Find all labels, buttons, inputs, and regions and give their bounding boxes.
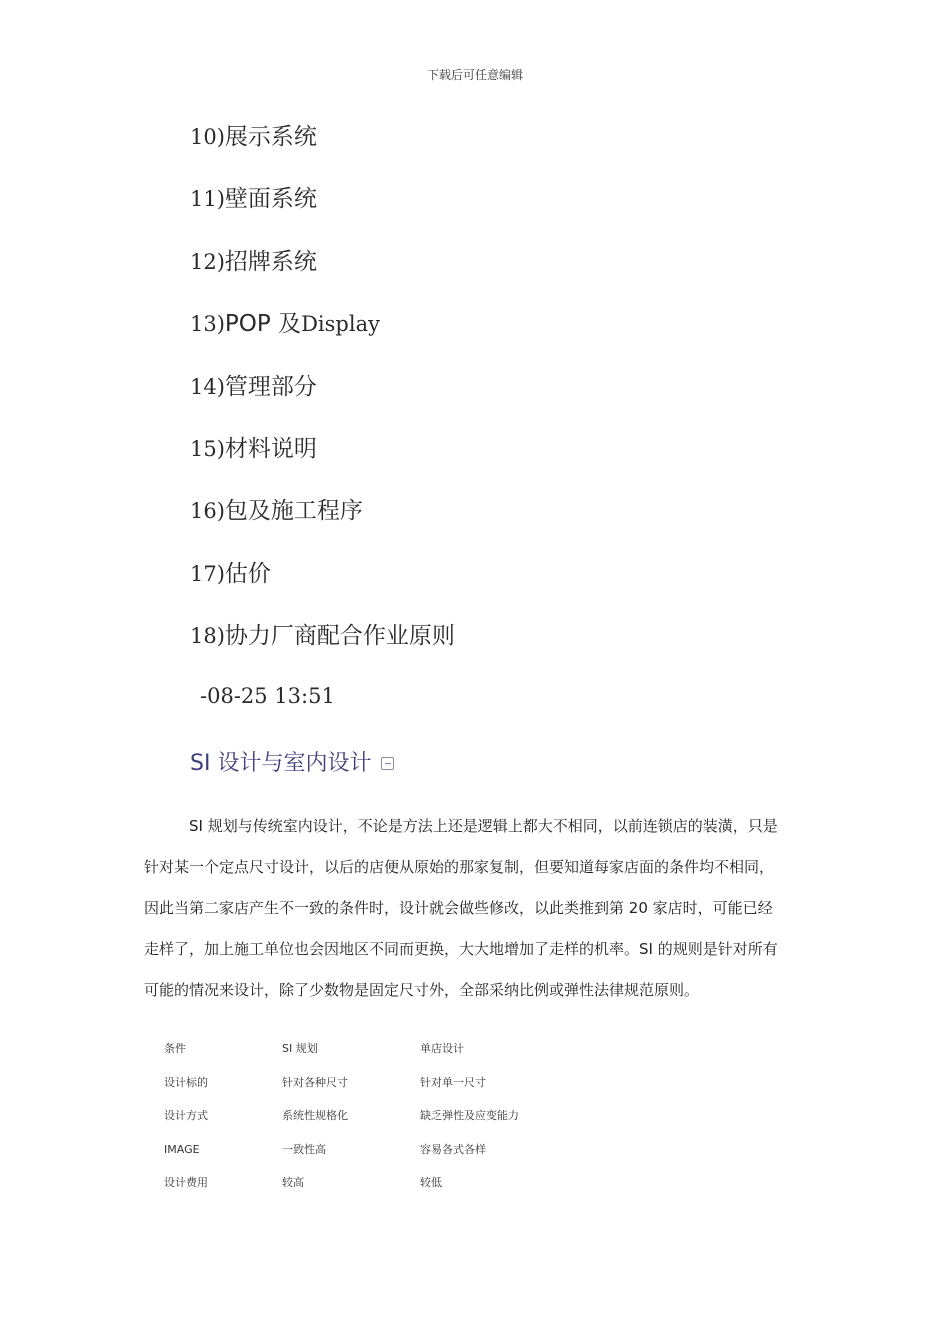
list-item [190,494,455,556]
table-cell: SI 规划 [282,1042,318,1055]
table-cell: 容易各式各样 [420,1142,486,1156]
table-cell: 设计费用 [164,1176,208,1190]
table-cell: 条件 [164,1042,186,1055]
paragraph-line: 可能的情况来设计，除了少数物是固定尺寸外，全部采纳比例或弹性法律规范原则。 [144,981,700,999]
list-item-number: 10) [190,125,225,149]
section-title-link[interactable] [190,746,394,777]
table-cell: 单店设计 [420,1042,464,1055]
list-item [190,245,455,307]
list-item-number: 17) [190,561,225,586]
paragraph-line: 因此当第二家店产生不一致的条件时，设计就会做些修改，以此类推到第 20 家店时，可能已经 [144,899,773,917]
table-row [164,1099,580,1133]
list-item [190,182,455,244]
list-item-number: 16) [190,499,225,524]
list-item-text: 估价 [224,560,271,587]
list-item [190,307,455,369]
list-item [190,557,455,619]
list-item-tail: Display [301,312,380,337]
list-item-number: 15) [190,436,225,461]
paragraph-line: 走样了，加上施工单位也会因地区不同而更换，大大地增加了走样的机率。SI 的规则是针对所有 [144,940,778,958]
list-item [190,120,455,182]
list-item-number: 18) [190,624,225,649]
list-item-text: 招牌系统 [224,248,317,275]
table-cell: 设计方式 [164,1109,208,1123]
table-header-row [164,1032,580,1066]
section-title-text[interactable]: SI 设计与室内设计 [190,751,372,776]
table-cell: IMAGE [164,1142,200,1156]
list-item [190,619,455,681]
list-item [190,432,455,494]
table-cell: 较高 [282,1176,304,1190]
table-cell: 缺乏弹性及应变能力 [420,1109,519,1123]
table-cell: 系统性规格化 [282,1109,348,1123]
list-item-text: 展示系统 [224,124,317,150]
table-cell: 设计标的 [164,1075,208,1089]
list-item-text: 壁面系统 [224,186,317,213]
table-cell: 一致性高 [282,1142,326,1156]
numbered-list [190,120,455,682]
list-item-text: 协力厂商配合作业原则 [224,623,455,650]
body-paragraph [144,806,814,1011]
list-item-text: 材料说明 [224,435,317,462]
table-cell: 较低 [420,1176,442,1190]
table-row [164,1133,580,1167]
table-cell: 针对各种尺寸 [282,1075,348,1089]
external-link-icon[interactable] [381,757,394,770]
table-row [164,1066,580,1100]
paragraph-line: 针对某一个定点尺寸设计，以后的店便从原始的那家复制，但要知道每家店面的条件均不相同， [144,858,775,876]
list-item-number: 14) [190,374,225,399]
list-item-number: 12) [190,249,225,274]
list-item-text: POP 及 [224,311,302,338]
list-item-text: 管理部分 [224,373,317,400]
timestamp: -08-25 13:51 [200,684,335,708]
paragraph-line: SI 规划与传统室内设计，不论是方法上还是逻辑上都大不相同，以前连锁店的装潢，只是 [189,817,778,835]
table-cell: 针对单一尺寸 [420,1075,486,1089]
list-item-number: 13) [190,312,225,337]
table-row [164,1166,580,1200]
list-item-text: 包及施工程序 [224,498,363,525]
list-item-number: 11) [190,187,225,212]
list-item [190,370,455,432]
comparison-table [164,1032,580,1200]
page-header: 下载后可任意编辑 [426,68,523,82]
